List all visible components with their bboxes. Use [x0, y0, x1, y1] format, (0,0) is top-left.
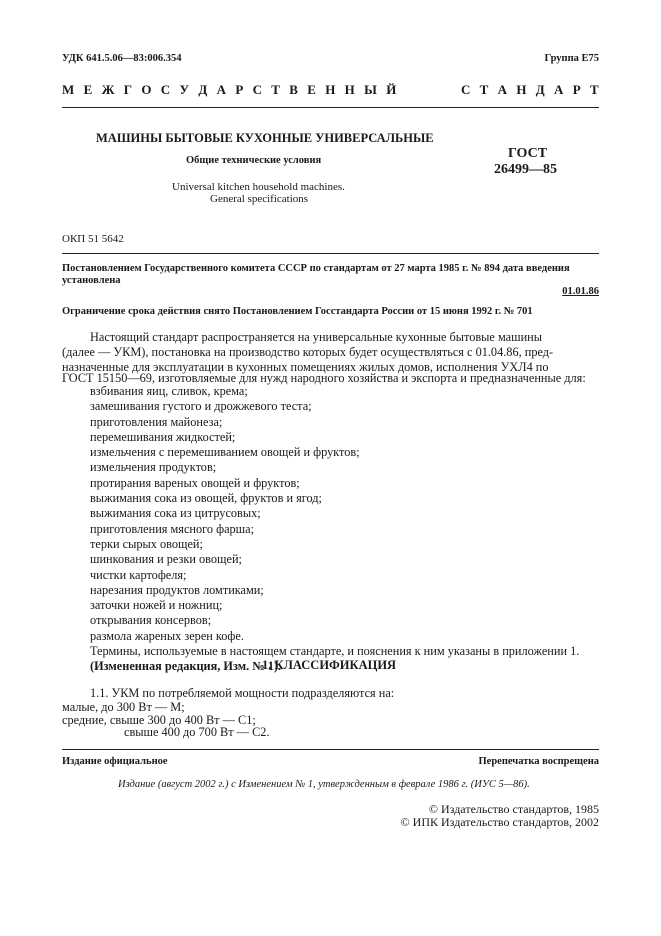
class-medium2: свыше 400 до 700 Вт — С2.	[124, 725, 270, 739]
section-heading: 1. КЛАССИФИКАЦИЯ	[262, 658, 397, 672]
gost-number: 26499—85	[494, 162, 557, 177]
document-title: МАШИНЫ БЫТОВЫЕ КУХОННЫЕ УНИВЕРСАЛЬНЫЕ	[96, 131, 434, 145]
banner-letter: С	[252, 82, 262, 97]
reprint-notice: Перепечатка воспрещена	[478, 756, 599, 767]
list-item: чистки картофеля;	[90, 567, 187, 582]
banner-letter: А	[216, 82, 226, 97]
standard-banner	[62, 82, 599, 102]
banner-letter: Ж	[101, 82, 115, 97]
section-item-1-1: 1.1. УКМ по потребляемой мощности подразделяются на:	[90, 686, 395, 700]
list-item: выжимания сока из овощей, фруктов и ягод;	[90, 491, 322, 506]
list-item: приготовления майонеза;	[90, 414, 223, 429]
banner-gap	[406, 82, 452, 102]
banner-letter: Г	[123, 82, 133, 97]
decree-line2: установлена	[62, 275, 121, 286]
list-item: нарезания продуктов ломтиками;	[90, 582, 264, 597]
edition-note: Издание (август 2002 г.) с Изменением № 1, утвержденным в феврале 1986 г. (ИУС 5—86).	[118, 779, 530, 790]
list-item: протирания вареных овощей и фруктов;	[90, 475, 300, 490]
list-item: приготовления мясного фарша;	[90, 521, 255, 536]
class-medium1: средние, свыше 300 до 400 Вт — С1;	[62, 713, 256, 727]
banner-letter: Д	[535, 82, 545, 97]
list-item: открывания консервов;	[90, 613, 212, 628]
banner-letter: Н	[325, 82, 336, 97]
footer-rule	[62, 749, 599, 750]
okp-code: ОКП 51 5642	[62, 233, 124, 245]
purpose-list	[90, 384, 579, 675]
banner-letter: У	[179, 82, 190, 97]
decree-line1: Постановлением Государственного комитета СССР по стандартам от 27 марта 1985 г. № 894 дата введения	[62, 263, 570, 274]
list-item: заточки ножей и ножниц;	[90, 598, 223, 613]
intro-line4: ГОСТ 15150—69, изготовляемые для нужд народного хозяйства и экспорта и предназначенные для:	[62, 371, 586, 385]
intro-line1: Настоящий стандарт распространяется на универсальные кухонные бытовые машины	[90, 330, 543, 344]
banner-letter: Е	[307, 82, 316, 97]
banner-letter: А	[497, 82, 508, 97]
udk-code: УДК 641.5.06—83:006.354	[62, 53, 182, 64]
list-item: взбивания яиц, сливок, крема;	[90, 384, 248, 398]
banner-letter: Д	[198, 82, 208, 97]
revision-note: (Измененная редакция, Изм. № 1).	[90, 659, 282, 674]
banner-letter: Ы	[364, 82, 377, 97]
limitation-note: Ограничение срока действия снято Постановлением Госстандарта России от 15 июня 1992 г. № 701	[62, 306, 533, 317]
banner-letter: В	[289, 82, 298, 97]
banner-letter: Е	[83, 82, 93, 97]
copyright-1985: © Издательство стандартов, 1985	[428, 802, 599, 816]
intro-line2: (далее — УКМ), постановка на производство которых будет осуществляться с 01.04.86, пред-	[62, 345, 554, 359]
banner-letter: Й	[386, 82, 397, 97]
banner-letter: Т	[271, 82, 280, 97]
english-title-line1: Universal kitchen household machines.	[172, 181, 345, 193]
list-item: шинкования и резки овощей;	[90, 552, 242, 567]
official-edition: Издание официальное	[62, 756, 168, 767]
title-rule	[62, 253, 599, 254]
banner-letter: Р	[235, 82, 244, 97]
english-title-line2: General specifications	[210, 193, 309, 205]
top-rule	[62, 107, 599, 108]
effective-date: 01.01.86	[562, 286, 599, 297]
banner-letter: Т	[479, 82, 489, 97]
banner-letter: Т	[590, 82, 599, 97]
class-small: малые, до 300 Вт — М;	[62, 700, 185, 714]
group-code: Группа Е75	[544, 53, 599, 64]
list-item: замешивания густого и дрожжевого теста;	[90, 399, 312, 414]
gost-label: ГОСТ	[508, 146, 548, 161]
document-subtitle: Общие технические условия	[186, 155, 322, 166]
banner-letter: О	[141, 82, 152, 97]
list-item: размола жареных зерен кофе.	[90, 628, 244, 643]
banner-letter: Р	[572, 82, 581, 97]
banner-letter: Н	[516, 82, 527, 97]
banner-letter: М	[62, 82, 75, 97]
copyright-2002: © ИПК Издательство стандартов, 2002	[400, 815, 599, 829]
list-item: терки сырых овощей;	[90, 536, 203, 551]
terms-note: Термины, используемые в настоящем стандарте, и пояснения к ним указаны в приложении 1.	[90, 644, 580, 659]
banner-letter: С	[460, 82, 471, 97]
banner-letter: С	[160, 82, 171, 97]
list-item: измельчения с перемешиванием овощей и фруктов;	[90, 445, 360, 460]
list-item: перемешивания жидкостей;	[90, 429, 236, 444]
intro-line3: назначенные для эксплуатации в кухонных помещениях жилых домов, исполнения УХЛ4 по	[62, 360, 549, 374]
list-item: выжимания сока из цитрусовых;	[90, 506, 261, 521]
banner-letter: А	[554, 82, 564, 97]
list-item: измельчения продуктов;	[90, 460, 217, 475]
banner-letter: Н	[344, 82, 355, 97]
